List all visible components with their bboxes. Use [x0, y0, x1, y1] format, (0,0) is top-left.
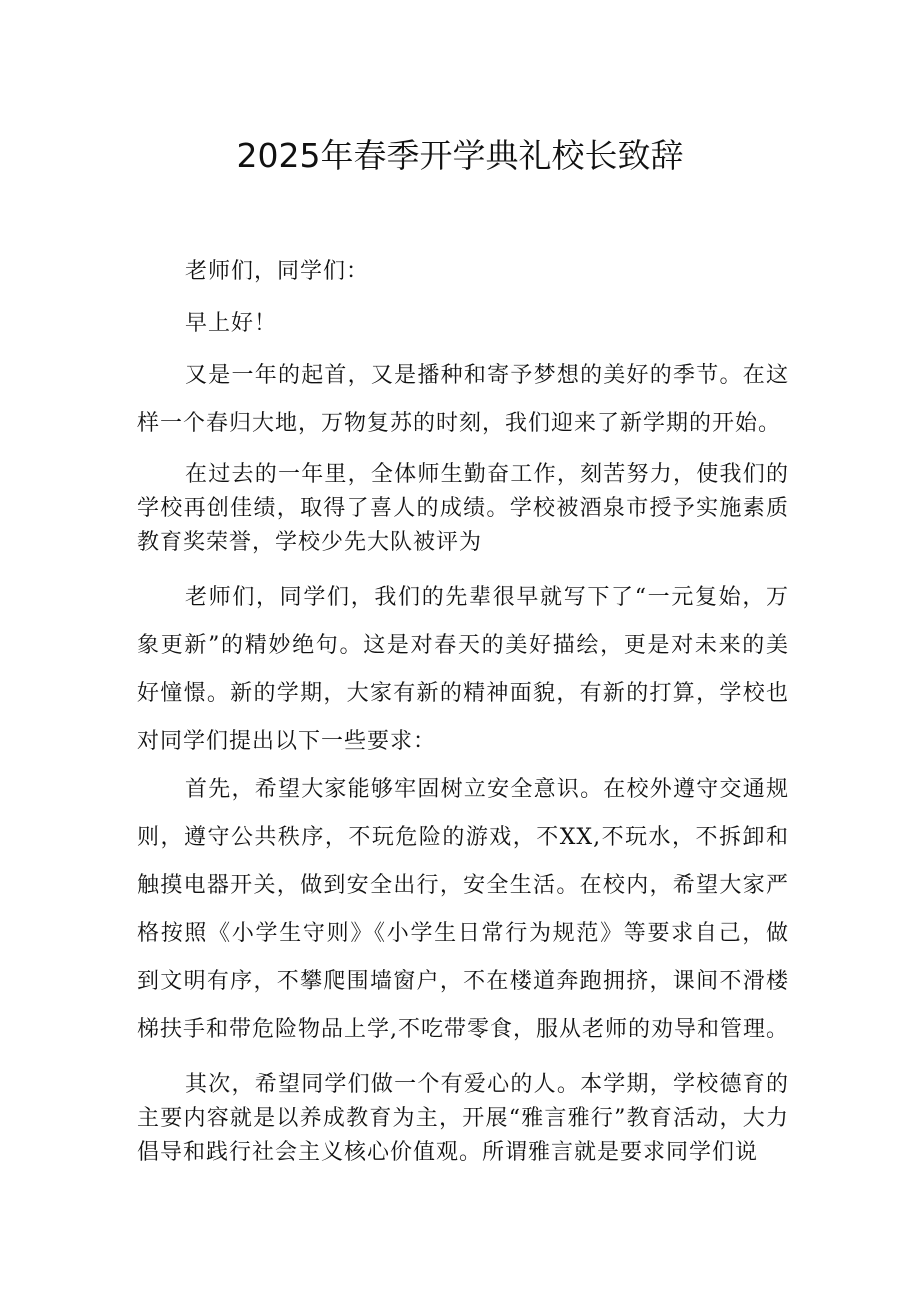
document-title: 2025年春季开学典礼校长致辞: [236, 136, 684, 175]
paragraph-greeting-audience: 老师们，同学们：: [185, 259, 370, 284]
paragraph-safety: 首先，希望大家能够牢固树立安全意识。在校外遵守交通规则，遵守公共秩序，不玩危险的游戏，不XX,不玩水，不拆卸和触摸电器开关，做到安全出行，安全生活。在校内，希望大家严格按照《小学生守则》《小学生日常行为规范》等要求自己，做到文明有序，不攀爬围墙窗户，不在楼道奔跑拥挤，课间不滑楼梯扶手和带危险物品上学,不吃带零食，服从老师的劝导和管理。: [137, 777, 789, 1042]
document-body: [137, 248, 789, 1170]
paragraph-new-season: 又是一年的起首，又是播种和寄予梦想的美好的季节。在这样一个春归大地，万物复苏的时刻，我们迎来了新学期的开始。: [137, 363, 789, 436]
paragraph-new-semester: 老师们，同学们，我们的先辈很早就写下了“一元复始，万象更新”的精妙绝句。这是对春天的美好描绘，更是对未来的美好憧憬。新的学期，大家有新的精神面貌，有新的打算，学校也对同学们提出以下一些要求：: [137, 585, 789, 754]
paragraph-good-morning: 早上好！: [185, 311, 278, 336]
paragraph-past-year: 在过去的一年里，全体师生勤奋工作，刻苦努力，使我们的学校再创佳绩，取得了喜人的成绩。学校被酒泉市授予实施素质教育奖荣誉，学校少先大队被评为: [137, 462, 789, 555]
paragraph-kindness: 其次，希望同学们做一个有爱心的人。本学期，学校德育的主要内容就是以养成教育为主，开展“雅言雅行”教育活动，大力倡导和践行社会主义核心价值观。所谓雅言就是要求同学们说: [137, 1072, 789, 1165]
